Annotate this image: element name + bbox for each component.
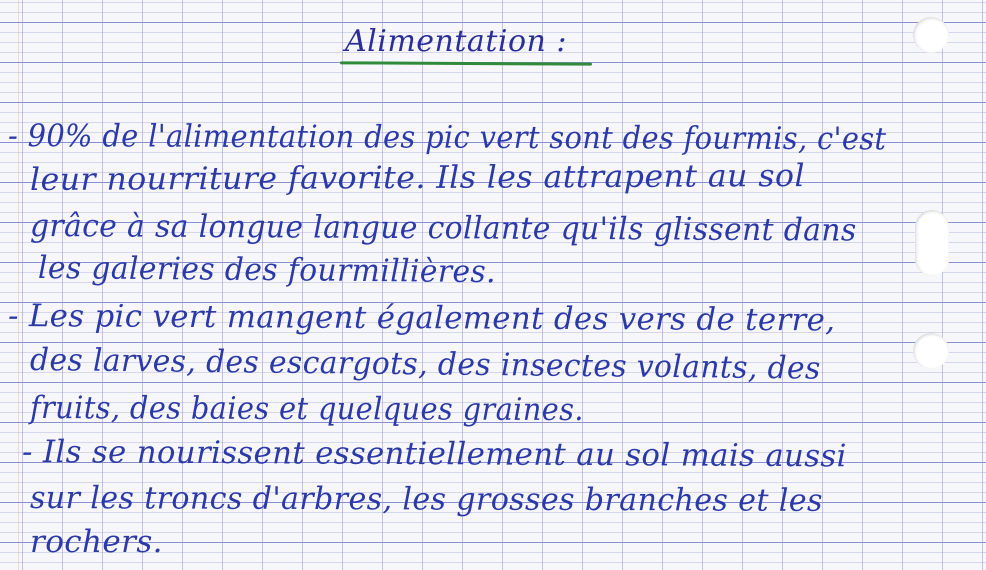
text-line: - Les pic vert mangent également des vers de terre, [7,298,836,339]
page-title: Alimentation : [345,24,567,59]
text-line: - Ils se nourissent essentiellement au sol mais aussi [21,434,847,475]
text-line: leur nourriture favorite. Ils les attrapent au sol [29,158,806,198]
text-line: grâce à sa longue langue collante qu'ils glissent dans [29,208,857,249]
text-line: les galeries des fourmillières. [37,250,497,291]
text-line: fruits, des baies et quelques graines. [29,390,584,429]
text-line: rochers. [30,524,163,560]
text-line: des larves, des escargots, des insectes volants, des [29,342,821,387]
text-line: - 90% de l'alimentation des pic vert sont des fourmis, c'est [7,118,887,158]
text-line: sur les troncs d'arbres, les grosses branches et les [29,480,823,519]
